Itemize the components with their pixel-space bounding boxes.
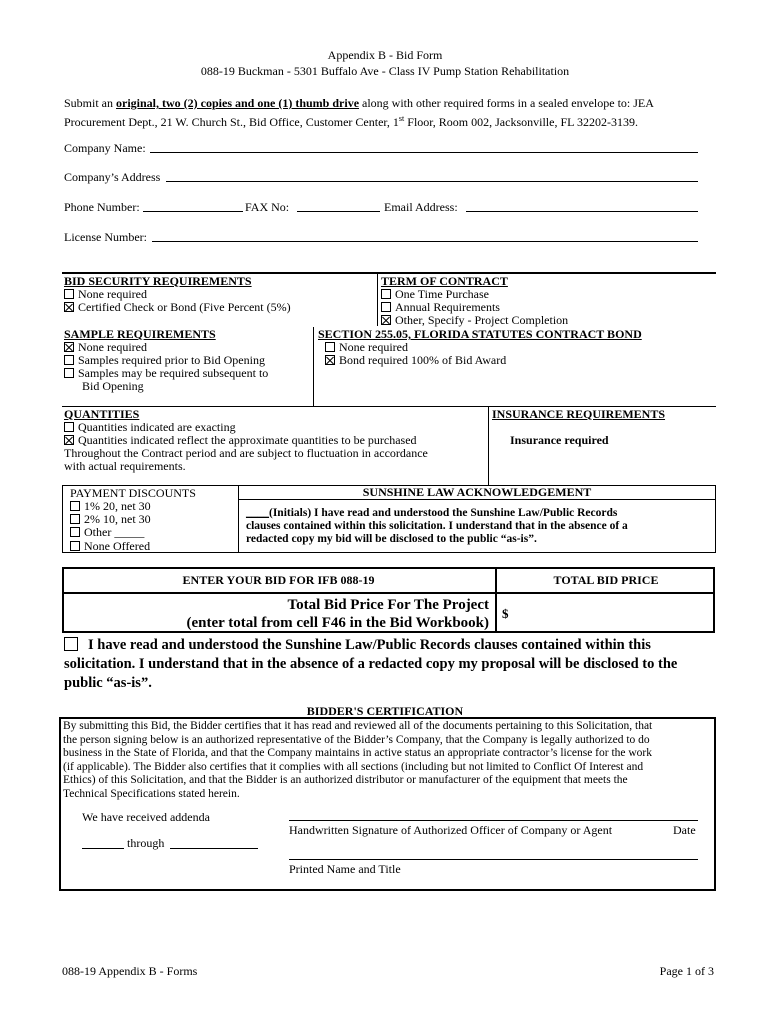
footer-left: 088-19 Appendix B - Forms: [62, 964, 198, 978]
term-one-time[interactable]: One Time Purchase: [381, 288, 489, 301]
grid-line: [238, 499, 716, 500]
term-other[interactable]: Other, Specify - Project Completion: [381, 314, 568, 327]
discount-option[interactable]: 2% 10, net 30: [70, 513, 151, 526]
insurance-title: INSURANCE REQUIREMENTS: [492, 407, 666, 421]
bond-required[interactable]: Bond required 100% of Bid Award: [325, 354, 506, 367]
addenda-from-field[interactable]: [82, 848, 124, 849]
term-annual[interactable]: Annual Requirements: [381, 301, 500, 314]
checkbox-icon[interactable]: [70, 541, 80, 551]
checkbox-icon[interactable]: [64, 422, 74, 432]
discount-option[interactable]: Other _____: [70, 526, 144, 539]
grid-line: [488, 406, 489, 486]
total-bid-price-field[interactable]: $: [502, 606, 509, 621]
checkbox-icon[interactable]: [70, 527, 80, 537]
quantities-continuation-2: with actual requirements.: [64, 459, 186, 473]
email-label: Email Address:: [384, 200, 458, 214]
quantities-title: QUANTITIES: [64, 407, 140, 421]
sample-subsequent[interactable]: Samples may be required subsequent to: [64, 367, 268, 380]
sample-requirements-title: SAMPLE REQUIREMENTS: [64, 327, 216, 341]
checked-checkbox-icon[interactable]: [325, 355, 335, 365]
certification-text: By submitting this Bid, the Bidder certifies that it has read and reviewed all of the documents pertaining to this Solicitation, that the person signing below is an authorized representative of the Bidder’s Company, that the Company is legally authorized to do business in the State of Florida, and that the Company maintains in active status an appropriate contractor’s license for the work (if applicable). The Bidder also certifies that it complies with all sections (including but not limited to Conflict Of Interest and Ethics) of this Solicitation, and that the Bidder is an authorized distributor or manufacturer of the equipment that meets the Technical Specifications stated herein.: [63, 720, 653, 800]
total-price-column-header: TOTAL BID PRICE: [553, 573, 659, 587]
payment-discounts-title: PAYMENT DISCOUNTS: [70, 486, 196, 500]
quantities-approximate[interactable]: Quantities indicated reflect the approximate quantities to be purchased: [64, 434, 417, 447]
discount-option[interactable]: 1% 20, net 30: [70, 500, 151, 513]
license-field[interactable]: [152, 241, 698, 242]
grid-line: [313, 327, 314, 406]
page-subtitle: 088-19 Buckman - 5301 Buffalo Ave - Class IV Pump Station Rehabilitation: [200, 64, 570, 78]
certification-title: BIDDER'S CERTIFICATION: [306, 704, 464, 718]
bid-security-none[interactable]: None required: [64, 288, 147, 301]
initials-field[interactable]: ____: [246, 507, 269, 519]
contract-bond-title: SECTION 255.05, FLORIDA STATUTES CONTRACT BOND: [318, 327, 642, 341]
phone-label: Phone Number:: [64, 200, 140, 214]
page-number: Page 1 of 3: [659, 964, 714, 978]
sample-prior[interactable]: Samples required prior to Bid Opening: [64, 354, 265, 367]
checkbox-icon[interactable]: [64, 289, 74, 299]
checkbox-icon[interactable]: [381, 302, 391, 312]
insurance-value: Insurance required: [510, 433, 609, 447]
checkbox-icon[interactable]: [325, 342, 335, 352]
company-address-label: Company’s Address: [64, 170, 161, 184]
sample-continuation: Bid Opening: [82, 379, 144, 393]
bid-security-title: BID SECURITY REQUIREMENTS: [64, 274, 252, 288]
page-title: Appendix B - Bid Form: [327, 48, 443, 62]
checkbox-icon[interactable]: [64, 355, 74, 365]
checkbox-icon[interactable]: [70, 501, 80, 511]
printed-name-label: Printed Name and Title: [289, 862, 401, 876]
addenda-label: We have received addenda: [82, 810, 210, 824]
grid-line: [62, 592, 715, 594]
sunshine-title: SUNSHINE LAW ACKNOWLEDGEMENT: [362, 485, 592, 499]
phone-field[interactable]: [143, 211, 243, 212]
checked-checkbox-icon[interactable]: [64, 302, 74, 312]
addenda-through-label: through: [127, 836, 165, 850]
company-address-field[interactable]: [166, 181, 698, 182]
sample-none[interactable]: None required: [64, 341, 147, 354]
sunshine-initials-line: ____(Initials) I have read and understood the Sunshine Law/Public Records: [246, 507, 618, 519]
fax-label: FAX No:: [245, 200, 290, 214]
checkbox-icon[interactable]: [64, 368, 74, 378]
total-bid-label: Total Bid Price For The Project (enter total from cell F46 in the Bid Workbook): [186, 597, 489, 631]
bid-column-header: ENTER YOUR BID FOR IFB 088-19: [182, 573, 375, 587]
bid-security-check-bond[interactable]: Certified Check or Bond (Five Percent (5%): [64, 301, 291, 314]
quantities-continuation-1: Throughout the Contract period and are subject to fluctuation in accordance: [64, 446, 428, 460]
company-name-label: Company Name:: [64, 141, 146, 155]
signature-label: Handwritten Signature of Authorized Officer of Company or Agent: [289, 823, 613, 837]
checkbox-icon[interactable]: [70, 514, 80, 524]
sunshine-acknowledgement: I have read and understood the Sunshine Law/Public Records clauses contained within this solicitation. I understand that in the absence of a redacted copy my proposal will be disclosed to the public “as-is”.: [64, 637, 678, 691]
checkbox-icon[interactable]: [381, 289, 391, 299]
bond-none[interactable]: None required: [325, 341, 408, 354]
sunshine-line-2: clauses contained within this solicitation. I understand that in the absence of a: [246, 520, 628, 532]
discount-option[interactable]: None Offered: [70, 540, 150, 553]
term-of-contract-title: TERM OF CONTRACT: [381, 274, 508, 288]
checked-checkbox-icon[interactable]: [64, 342, 74, 352]
checked-checkbox-icon[interactable]: [64, 435, 74, 445]
addenda-to-field[interactable]: [170, 848, 258, 849]
fax-field[interactable]: [297, 211, 380, 212]
acknowledgement-checkbox-icon[interactable]: [64, 637, 78, 651]
checked-checkbox-icon[interactable]: [381, 315, 391, 325]
signature-field[interactable]: [289, 820, 698, 821]
license-label: License Number:: [64, 230, 147, 244]
email-field[interactable]: [466, 211, 698, 212]
date-label: Date: [673, 823, 696, 837]
company-name-field[interactable]: [150, 152, 698, 153]
quantities-exacting[interactable]: Quantities indicated are exacting: [64, 421, 236, 434]
submission-instructions: Submit an original, two (2) copies and one (1) thumb drive along with other required forms in a sealed envelope to: JEA Procurement Dept., 21 W. Church St., Bid Office, Customer Center, 1st Floor, Room 002, Jacksonville, FL 32202-3139.: [64, 96, 654, 129]
sunshine-line-3: redacted copy my bid will be disclosed to the public “as-is”.: [246, 533, 537, 545]
printed-name-field[interactable]: [289, 859, 698, 860]
grid-line: [377, 274, 378, 326]
